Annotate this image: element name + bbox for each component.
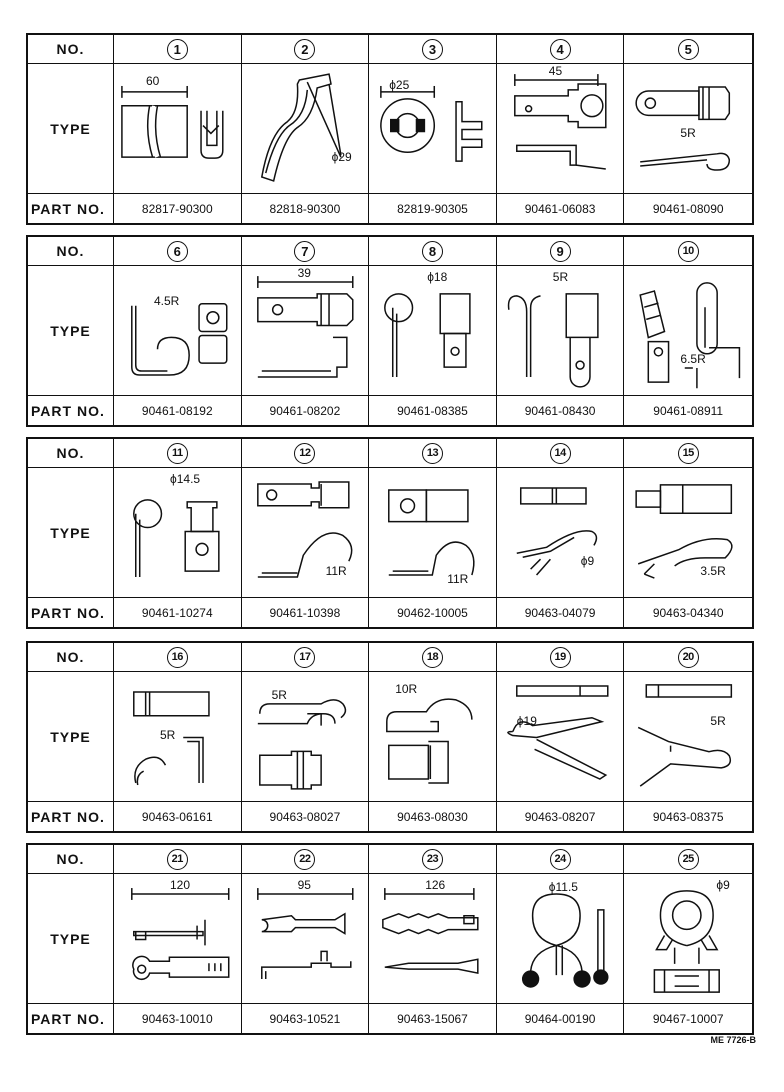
clip-drawing <box>369 874 497 1004</box>
item-number-cell <box>369 35 497 64</box>
clip-drawing <box>369 468 497 598</box>
dimension-label: 5R <box>271 688 287 702</box>
item-number-cell <box>369 439 497 468</box>
parts-table-2 <box>26 235 754 427</box>
item-number: 16 <box>167 647 188 668</box>
item-number-cell <box>497 643 625 672</box>
item-number: 14 <box>550 443 571 464</box>
no-header: NO. <box>28 845 114 874</box>
dimension-label: 5R <box>710 714 726 728</box>
part-number: 90467-10007 <box>652 1011 724 1026</box>
item-number: 25 <box>678 849 699 870</box>
part-number: 90463-15067 <box>369 1004 497 1033</box>
no-header: NO. <box>28 237 114 266</box>
part-number: 82819-90305 <box>369 194 497 223</box>
clip-drawing <box>242 266 370 396</box>
item-number: 21 <box>167 849 188 870</box>
part-number: 90463-08375 <box>652 809 724 824</box>
clip-drawing <box>369 672 497 802</box>
part-number: 90463-10010 <box>114 1004 242 1033</box>
part-number: 90461-08090 <box>652 201 724 216</box>
item-number: 10 <box>678 241 699 262</box>
part-number: 90463-04079 <box>497 598 625 627</box>
item-number: 24 <box>550 849 571 870</box>
dimension-label: ϕ29 <box>331 150 352 164</box>
item-number-cell <box>114 845 242 874</box>
clip-drawing <box>242 874 370 1004</box>
part-no-header: PART NO. <box>28 194 114 223</box>
part-number: 90463-10521 <box>242 1004 370 1033</box>
item-number-cell <box>242 35 370 64</box>
item-number: 12 <box>294 443 315 464</box>
dimension-label: 4.5R <box>154 294 180 308</box>
part-number: 90461-08202 <box>242 396 370 425</box>
part-number: 90463-04340 <box>652 605 724 620</box>
dimension-label: 11R <box>325 564 347 578</box>
part-number: 90461-10274 <box>114 598 242 627</box>
item-number-cell <box>114 439 242 468</box>
no-header: NO. <box>28 439 114 468</box>
item-number: 17 <box>294 647 315 668</box>
clip-drawing <box>369 64 497 194</box>
clip-drawing <box>114 672 242 802</box>
part-number: 90463-08207 <box>497 802 625 831</box>
item-number-cell <box>624 439 752 468</box>
dimension-label: ϕ18 <box>427 270 448 284</box>
parts-table-3 <box>26 437 754 629</box>
dimension-label: ϕ11.5 <box>548 880 578 894</box>
type-header: TYPE <box>28 64 114 194</box>
part-number: 90464-00190 <box>497 1004 625 1033</box>
item-number-cell <box>497 439 625 468</box>
clip-drawing <box>242 64 370 194</box>
part-number: 90461-10398 <box>242 598 370 627</box>
dimension-label: 60 <box>146 74 160 88</box>
dimension-label: ϕ14.5 <box>170 472 201 486</box>
item-number: 5 <box>678 39 699 60</box>
type-header: TYPE <box>28 672 114 802</box>
item-number-cell <box>242 439 370 468</box>
clip-drawing <box>624 672 752 802</box>
item-number: 19 <box>550 647 571 668</box>
item-number: 4 <box>550 39 571 60</box>
item-number-cell <box>497 237 625 266</box>
part-number: 90463-06161 <box>114 802 242 831</box>
clip-drawing <box>497 266 625 396</box>
dimension-label: 126 <box>425 878 446 892</box>
item-number-cell <box>242 845 370 874</box>
clip-drawing <box>242 672 370 802</box>
part-number: 90461-08911 <box>653 403 724 418</box>
part-no-header: PART NO. <box>28 802 114 831</box>
item-number-cell <box>369 845 497 874</box>
item-number: 15 <box>678 443 699 464</box>
dimension-label: ϕ9 <box>716 878 730 892</box>
dimension-label: 5R <box>552 270 569 284</box>
dimension-label: 95 <box>297 878 311 892</box>
clip-drawing <box>497 672 625 802</box>
item-number: 23 <box>422 849 443 870</box>
item-number-cell <box>497 845 625 874</box>
dimension-label: 45 <box>548 64 563 78</box>
item-number: 13 <box>422 443 443 464</box>
part-number: 90461-08192 <box>114 396 242 425</box>
part-no-header: PART NO. <box>28 396 114 425</box>
item-number-cell <box>369 237 497 266</box>
item-number-cell <box>497 35 625 64</box>
clip-drawing <box>114 468 242 598</box>
item-number: 7 <box>294 241 315 262</box>
dimension-label: 10R <box>395 682 418 696</box>
clip-drawing <box>624 468 752 598</box>
item-number: 3 <box>422 39 443 60</box>
part-number: 90463-08030 <box>369 802 497 831</box>
dimension-label: 5R <box>680 126 696 140</box>
part-number: 90461-08430 <box>497 396 625 425</box>
item-number-cell <box>369 643 497 672</box>
item-number: 22 <box>294 849 315 870</box>
type-header: TYPE <box>28 874 114 1004</box>
part-number: 82817-90300 <box>114 194 242 223</box>
parts-table-4 <box>26 641 754 833</box>
item-number: 8 <box>422 241 443 262</box>
dimension-label: 6.5R <box>680 352 706 366</box>
part-no-header: PART NO. <box>28 598 114 627</box>
item-number: 1 <box>167 39 188 60</box>
part-number: 90462-10005 <box>369 598 497 627</box>
item-number-cell <box>114 643 242 672</box>
clip-drawing <box>624 64 752 194</box>
item-number-cell <box>624 237 752 266</box>
dimension-label: 5R <box>160 728 176 742</box>
dimension-label: ϕ9 <box>580 554 595 568</box>
clip-drawing <box>114 266 242 396</box>
no-header: NO. <box>28 35 114 64</box>
clip-drawing <box>624 874 752 1004</box>
type-header: TYPE <box>28 468 114 598</box>
parts-table-5 <box>26 843 754 1035</box>
item-number-cell <box>624 845 752 874</box>
dimension-label: 11R <box>447 572 469 586</box>
dimension-label: 3.5R <box>700 564 726 578</box>
item-number-cell <box>242 643 370 672</box>
type-header: TYPE <box>28 266 114 396</box>
item-number-cell <box>114 35 242 64</box>
clip-drawing <box>497 874 625 1004</box>
no-header: NO. <box>28 643 114 672</box>
item-number-cell <box>624 35 752 64</box>
item-number: 2 <box>294 39 315 60</box>
item-number: 11 <box>167 443 188 464</box>
clip-drawing <box>497 64 625 194</box>
clip-drawing <box>242 468 370 598</box>
item-number-cell <box>624 643 752 672</box>
drawing-code: ME 7726-B <box>710 1035 756 1045</box>
part-no-header: PART NO. <box>28 1004 114 1033</box>
dimension-label: ϕ19 <box>516 714 537 728</box>
clip-drawing <box>369 266 497 396</box>
dimension-label: ϕ25 <box>389 78 410 92</box>
item-number: 6 <box>167 241 188 262</box>
item-number: 18 <box>422 647 443 668</box>
clip-drawing <box>497 468 625 598</box>
dimension-label: 39 <box>297 266 311 280</box>
clip-drawing <box>114 64 242 194</box>
dimension-label: 120 <box>170 878 191 892</box>
parts-table-1 <box>26 33 754 225</box>
item-number: 20 <box>678 647 699 668</box>
part-number: 90461-08385 <box>369 396 497 425</box>
item-number-cell <box>242 237 370 266</box>
clip-drawing <box>624 266 752 396</box>
item-number: 9 <box>550 241 571 262</box>
part-number: 90463-08027 <box>242 802 370 831</box>
part-number: 90461-06083 <box>497 194 625 223</box>
part-number: 82818-90300 <box>242 194 370 223</box>
clip-drawing <box>114 874 242 1004</box>
item-number-cell <box>114 237 242 266</box>
